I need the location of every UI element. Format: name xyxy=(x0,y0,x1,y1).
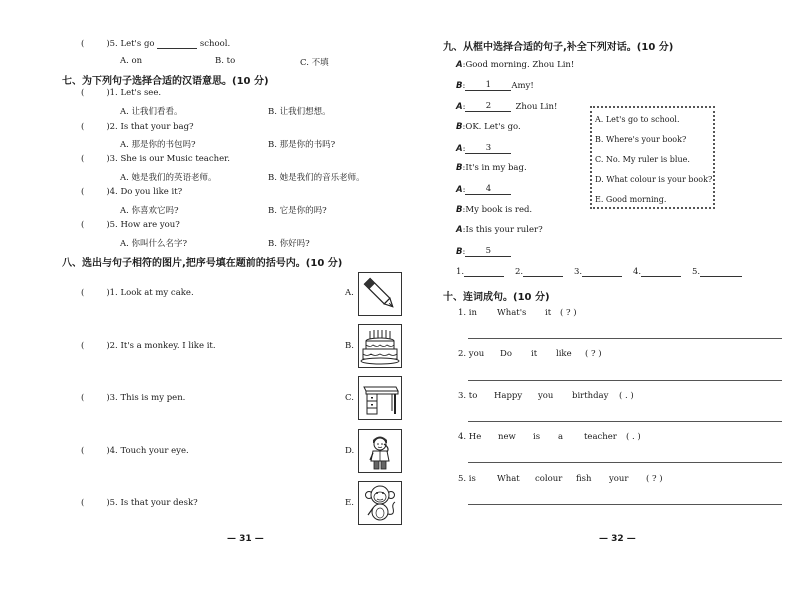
option-b: B. to xyxy=(215,56,236,66)
dialog-line-6: B:It's in my bag. xyxy=(456,163,527,173)
s10-q4-word: new xyxy=(498,432,516,442)
s10-q1-punct: ( ? ) xyxy=(560,308,577,318)
s10-q5-word: your xyxy=(609,474,629,484)
picture-box-c xyxy=(358,376,402,420)
s10-q4-word: teacher xyxy=(584,432,617,442)
dialog-line-7: A: 4 xyxy=(456,184,511,195)
s10-q3-answer-line[interactable] xyxy=(468,421,782,422)
answer-3: 3. xyxy=(574,267,622,277)
s7-q3-option-a: A. 她是我们的英语老师。 xyxy=(120,173,217,183)
s10-q4-answer-line[interactable] xyxy=(468,462,782,463)
s10-q5-answer-line[interactable] xyxy=(468,504,782,505)
s7-question-5: ( )5. How are you? xyxy=(81,220,180,230)
question-top-5 xyxy=(81,39,230,49)
dialog-line-9: A:Is this your ruler? xyxy=(456,225,543,235)
box-option-e: E. Good morning. xyxy=(595,195,667,204)
sentence-options-box xyxy=(590,106,715,209)
s10-q3-punct: ( . ) xyxy=(619,391,634,401)
dialog-line-2: B: 1 Amy! xyxy=(456,80,534,91)
dialog-line-8: B:My book is red. xyxy=(456,205,533,215)
s7-q5-option-a: A. 你叫什么名字? xyxy=(120,239,188,249)
monkey-icon xyxy=(359,482,401,524)
picture-letter-e: E. xyxy=(345,498,354,508)
s10-q5-word: fish xyxy=(576,474,592,484)
box-option-d: D. What colour is your book? xyxy=(595,175,713,184)
s10-q5-word: What xyxy=(497,474,520,484)
s7-q1-option-b: B. 让我们想想。 xyxy=(268,107,331,117)
s10-q3-word: Happy xyxy=(494,391,523,401)
s7-question-4: ( )4. Do you like it? xyxy=(81,187,183,197)
s7-q4-option-a: A. 你喜欢它吗? xyxy=(120,206,179,216)
s7-question-3: ( )3. She is our Music teacher. xyxy=(81,154,230,164)
picture-letter-a: A. xyxy=(345,288,354,298)
s10-q1-word: What's xyxy=(497,308,527,318)
answer-2: 2. xyxy=(515,267,563,277)
answer-blank-4[interactable] xyxy=(641,276,681,277)
picture-box-e xyxy=(358,481,402,525)
s10-q4-word: is xyxy=(533,432,541,442)
s10-q2-answer-line[interactable] xyxy=(468,380,782,381)
pen-icon xyxy=(359,273,401,315)
s10-q4-word: a xyxy=(558,432,564,442)
s7-q2-option-a: A. 那是你的书包吗? xyxy=(120,140,196,150)
s7-question-1: ( )1. Let's see. xyxy=(81,88,162,98)
dialog-line-3: A: 2 Zhou Lin! xyxy=(456,101,558,112)
dialog-blank-1[interactable]: 1 xyxy=(465,80,511,91)
picture-letter-c: C. xyxy=(345,393,354,403)
picture-box-d xyxy=(358,429,402,473)
birthday-cake-icon xyxy=(359,325,401,367)
question-tail: school. xyxy=(199,39,231,49)
picture-letter-b: B. xyxy=(345,341,354,351)
right-page xyxy=(400,0,800,592)
s10-q5-punct: ( ? ) xyxy=(646,474,663,484)
answer-1: 1. xyxy=(456,267,504,277)
s7-question-2: ( )2. Is that your bag? xyxy=(81,122,194,132)
option-c: C. 不填 xyxy=(300,58,329,68)
s7-q2-option-b: B. 那是你的书吗? xyxy=(268,140,336,150)
question-text: )5. Let's go xyxy=(106,39,155,49)
dialog-blank-3[interactable]: 3 xyxy=(465,143,511,154)
s7-q1-option-a: A. 让我们看看。 xyxy=(120,107,183,117)
s10-q2-word: it xyxy=(531,349,538,359)
dialog-blank-2[interactable]: 2 xyxy=(465,101,511,112)
dialog-line-10: B: 5 xyxy=(456,246,511,257)
s10-q5-num: 5. is xyxy=(458,474,476,484)
page-number-left: — 31 — xyxy=(227,534,264,544)
dialog-line-4: B:OK. Let's go. xyxy=(456,122,521,132)
dialog-blank-5[interactable]: 5 xyxy=(465,246,511,257)
s8-question-1: ( )1. Look at my cake. xyxy=(81,288,194,298)
section-7-title: 七、为下列句子选择合适的汉语意思。(10 分) xyxy=(62,76,269,87)
box-option-b: B. Where's your book? xyxy=(595,135,687,144)
s10-q1-num: 1. in xyxy=(458,308,478,318)
dialog-blank-4[interactable]: 4 xyxy=(465,184,511,195)
s10-q3-word: birthday xyxy=(572,391,609,401)
s8-question-5: ( )5. Is that your desk? xyxy=(81,498,198,508)
option-a: A. on xyxy=(120,56,143,66)
s10-q1-word: it xyxy=(545,308,552,318)
s10-q2-punct: ( ? ) xyxy=(585,349,602,359)
picture-box-a xyxy=(358,272,402,316)
s7-q4-option-b: B. 它是你的吗? xyxy=(268,206,327,216)
s8-question-4: ( )4. Touch your eye. xyxy=(81,446,189,456)
s10-q2-word: like xyxy=(556,349,572,359)
answer-blank-3[interactable] xyxy=(582,276,622,277)
s8-question-3: ( )3. This is my pen. xyxy=(81,393,186,403)
picture-letter-d: D. xyxy=(345,446,355,456)
s10-q4-punct: ( . ) xyxy=(626,432,641,442)
paren-open: ( xyxy=(81,39,85,49)
dialog-line-1: A:Good morning. Zhou Lin! xyxy=(456,60,575,70)
answer-blank-2[interactable] xyxy=(523,276,563,277)
desk-icon xyxy=(359,377,401,419)
s8-question-2: ( )2. It's a monkey. I like it. xyxy=(81,341,216,351)
answer-blank[interactable] xyxy=(157,48,197,49)
answer-blank-1[interactable] xyxy=(464,276,504,277)
s10-q4-num: 4. He xyxy=(458,432,482,442)
answer-blank-5[interactable] xyxy=(700,276,742,277)
section-9-title: 九、从框中选择合适的句子,补全下列对话。(10 分) xyxy=(443,42,674,53)
s10-q2-word: Do xyxy=(500,349,512,359)
s7-q3-option-b: B. 她是我们的音乐老师。 xyxy=(268,173,365,183)
page-number-right: — 32 — xyxy=(599,534,636,544)
box-option-a: A. Let's go to school. xyxy=(595,115,680,124)
boy-touching-eye-icon xyxy=(359,430,401,472)
answer-5: 5. xyxy=(692,267,742,277)
s10-q5-word: colour xyxy=(535,474,563,484)
s10-q1-answer-line[interactable] xyxy=(468,338,782,339)
s10-q2-num: 2. you xyxy=(458,349,485,359)
s10-q3-num: 3. to xyxy=(458,391,478,401)
box-option-c: C. No. My ruler is blue. xyxy=(595,155,690,164)
section-8-title: 八、选出与句子相符的图片,把序号填在题前的括号内。(10 分) xyxy=(62,258,343,269)
section-10-title: 十、连词成句。(10 分) xyxy=(443,292,550,303)
s10-q3-word: you xyxy=(538,391,554,401)
answer-4: 4. xyxy=(633,267,681,277)
dialog-line-5: A: 3 xyxy=(456,143,511,154)
s7-q5-option-b: B. 你好吗? xyxy=(268,239,310,249)
picture-box-b xyxy=(358,324,402,368)
